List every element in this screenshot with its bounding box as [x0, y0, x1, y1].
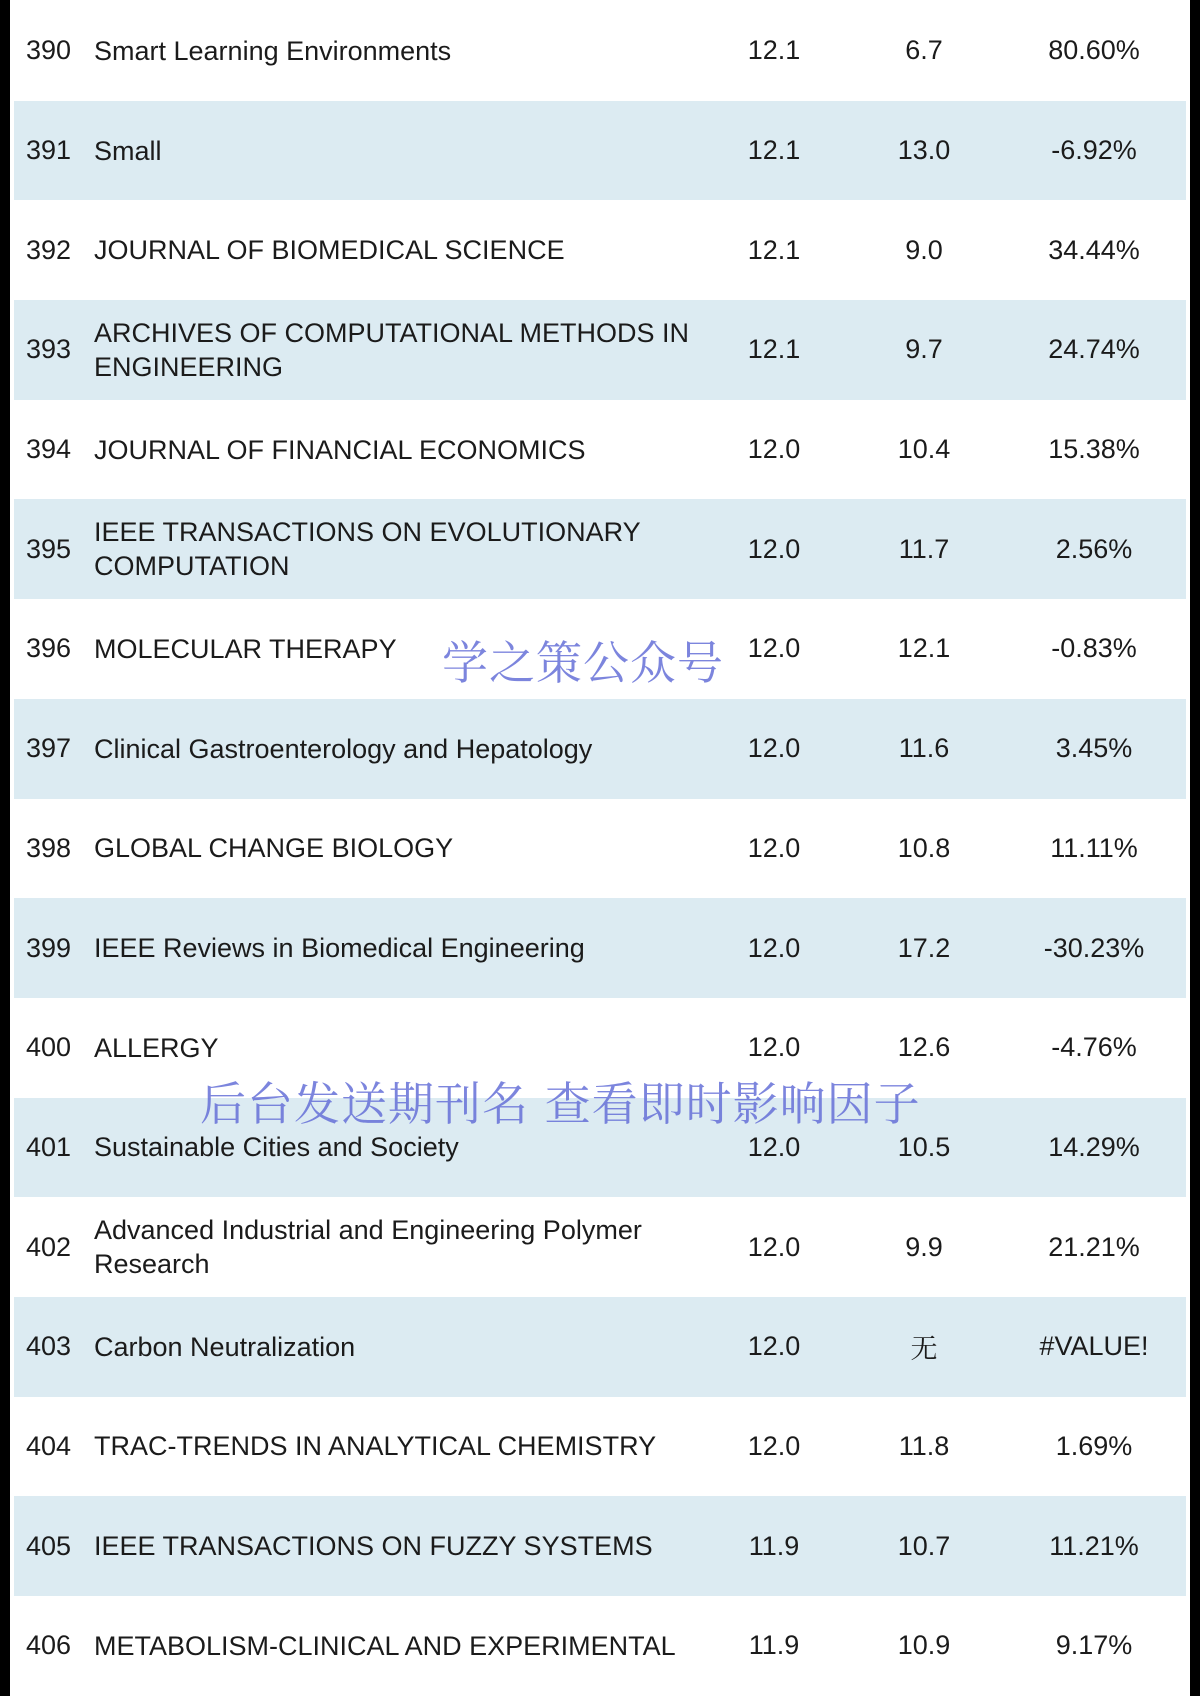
impact-factor-cell: 12.0 — [747, 1131, 801, 1162]
previous-impact-factor-cell: 11.6 — [898, 733, 950, 764]
previous-impact-factor-cell: 6.7 — [905, 35, 943, 66]
change-percent-cell: 21.21% — [1048, 1231, 1140, 1262]
change-percent-cell: 2.56% — [1055, 533, 1133, 564]
table-row — [14, 1496, 1186, 1596]
journal-name-cell: IEEE TRANSACTIONS ON EVOLUTIONARY COMPUTATION — [94, 517, 641, 582]
previous-impact-factor-cell: 12.1 — [897, 633, 951, 664]
rank-cell: 392 — [26, 234, 72, 265]
rank-cell: 405 — [26, 1530, 72, 1561]
rank-cell: 404 — [26, 1430, 72, 1461]
change-percent-cell: -6.92% — [1051, 135, 1137, 166]
journal-name-cell: ARCHIVES OF COMPUTATIONAL METHODS IN ENGINEERING — [94, 317, 690, 382]
impact-factor-cell: 12.1 — [747, 135, 801, 166]
impact-factor-cell: 12.0 — [747, 633, 801, 664]
journal-name-cell: IEEE Reviews in Biomedical Engineering — [94, 933, 585, 964]
rank-cell: 400 — [26, 1032, 72, 1063]
impact-factor-cell: 12.0 — [747, 434, 801, 465]
previous-impact-factor-cell: 11.7 — [898, 533, 950, 564]
rank-cell: 402 — [26, 1231, 72, 1262]
rank-cell: 393 — [26, 334, 72, 365]
impact-factor-cell: 12.0 — [747, 1430, 801, 1461]
rank-cell: 397 — [26, 733, 72, 764]
previous-impact-factor-cell: 9.9 — [905, 1231, 943, 1262]
impact-factor-cell: 12.1 — [747, 334, 801, 365]
journal-name-cell: Clinical Gastroenterology and Hepatology — [94, 733, 593, 764]
change-percent-cell: 14.29% — [1048, 1131, 1140, 1162]
journal-name-cell: JOURNAL OF FINANCIAL ECONOMICS — [94, 434, 586, 465]
previous-impact-factor-cell: 9.7 — [905, 334, 943, 365]
previous-impact-factor-cell: 9.0 — [905, 234, 943, 265]
change-percent-cell: 11.21% — [1049, 1530, 1139, 1561]
journal-name-cell: TRAC-TRENDS IN ANALYTICAL CHEMISTRY — [94, 1431, 657, 1462]
journal-name-cell: GLOBAL CHANGE BIOLOGY — [94, 833, 454, 864]
journal-name-cell: Carbon Neutralization — [94, 1331, 356, 1362]
watermark-instruction: 后台发送期刊名 查看即时影响因子 — [200, 1077, 921, 1131]
previous-impact-factor-cell: 10.9 — [897, 1630, 951, 1661]
watermark-account: 学之策公众号 — [442, 636, 724, 690]
impact-factor-cell: 12.0 — [747, 533, 801, 564]
previous-impact-factor-cell: 11.8 — [898, 1430, 950, 1461]
table-row — [14, 1, 1186, 101]
change-percent-cell: 15.38% — [1048, 434, 1140, 465]
table-row — [14, 300, 1186, 400]
journal-name-cell: Sustainable Cities and Society — [94, 1132, 459, 1163]
change-percent-cell: 24.74% — [1048, 334, 1140, 365]
journal-name-cell: Smart Learning Environments — [94, 35, 452, 66]
table-row — [14, 898, 1186, 998]
table-row — [14, 400, 1186, 500]
journal-name-cell: ALLERGY — [94, 1032, 219, 1063]
table-row — [14, 1197, 1186, 1297]
rank-cell: 401 — [26, 1131, 72, 1162]
previous-impact-factor-cell: 无 — [910, 1334, 938, 1365]
rank-cell: 390 — [26, 35, 72, 66]
change-percent-cell: 80.60% — [1048, 35, 1140, 66]
change-percent-cell: 1.69% — [1055, 1430, 1133, 1461]
change-percent-cell: #VALUE! — [1039, 1331, 1149, 1362]
table-row — [14, 1596, 1186, 1696]
change-percent-cell: -0.83% — [1051, 633, 1137, 664]
rank-cell: 406 — [26, 1630, 72, 1661]
impact-factor-cell: 12.1 — [747, 35, 801, 66]
change-percent-cell: 34.44% — [1048, 234, 1140, 265]
impact-factor-cell: 11.9 — [748, 1630, 800, 1661]
previous-impact-factor-cell: 12.6 — [897, 1032, 951, 1063]
previous-impact-factor-cell: 10.4 — [897, 434, 951, 465]
table-row — [14, 1297, 1186, 1397]
rank-cell: 391 — [26, 135, 72, 166]
impact-factor-cell: 12.0 — [747, 1032, 801, 1063]
rank-cell: 395 — [26, 533, 72, 564]
journal-name-cell: Advanced Industrial and Engineering Polymer Research — [94, 1215, 642, 1280]
impact-factor-cell: 12.0 — [747, 1231, 801, 1262]
journal-name-cell: JOURNAL OF BIOMEDICAL SCIENCE — [94, 235, 565, 266]
table-row — [14, 200, 1186, 300]
previous-impact-factor-cell: 17.2 — [897, 932, 951, 963]
previous-impact-factor-cell: 10.7 — [897, 1530, 951, 1561]
rank-cell: 399 — [26, 932, 72, 963]
rank-cell: 398 — [26, 832, 72, 863]
impact-factor-cell: 12.0 — [747, 932, 801, 963]
change-percent-cell: 9.17% — [1055, 1630, 1133, 1661]
table-row — [14, 699, 1186, 799]
rank-cell: 403 — [26, 1331, 72, 1362]
change-percent-cell: 11.11% — [1050, 832, 1138, 863]
change-percent-cell: -4.76% — [1051, 1032, 1137, 1063]
rank-cell: 394 — [26, 434, 72, 465]
rank-cell: 396 — [26, 633, 72, 664]
table-row — [14, 499, 1186, 599]
change-percent-cell: -30.23% — [1043, 932, 1145, 963]
journal-name-cell: IEEE TRANSACTIONS ON FUZZY SYSTEMS — [94, 1531, 653, 1562]
journal-name-cell: MOLECULAR THERAPY — [94, 633, 397, 664]
table-row — [14, 1397, 1186, 1497]
previous-impact-factor-cell: 10.8 — [897, 832, 951, 863]
change-percent-cell: 3.45% — [1055, 733, 1133, 764]
impact-factor-cell: 12.0 — [747, 832, 801, 863]
previous-impact-factor-cell: 10.5 — [897, 1131, 951, 1162]
impact-factor-cell: 11.9 — [748, 1530, 800, 1561]
table-row — [14, 101, 1186, 201]
table-row — [14, 799, 1186, 899]
journal-name-cell: METABOLISM-CLINICAL AND EXPERIMENTAL — [94, 1630, 676, 1661]
impact-factor-cell: 12.0 — [747, 1331, 801, 1362]
journal-name-cell: Small — [94, 135, 162, 166]
impact-factor-cell: 12.1 — [747, 234, 801, 265]
impact-factor-cell: 12.0 — [747, 733, 801, 764]
journal-table — [14, 1, 1186, 1696]
previous-impact-factor-cell: 13.0 — [897, 135, 951, 166]
